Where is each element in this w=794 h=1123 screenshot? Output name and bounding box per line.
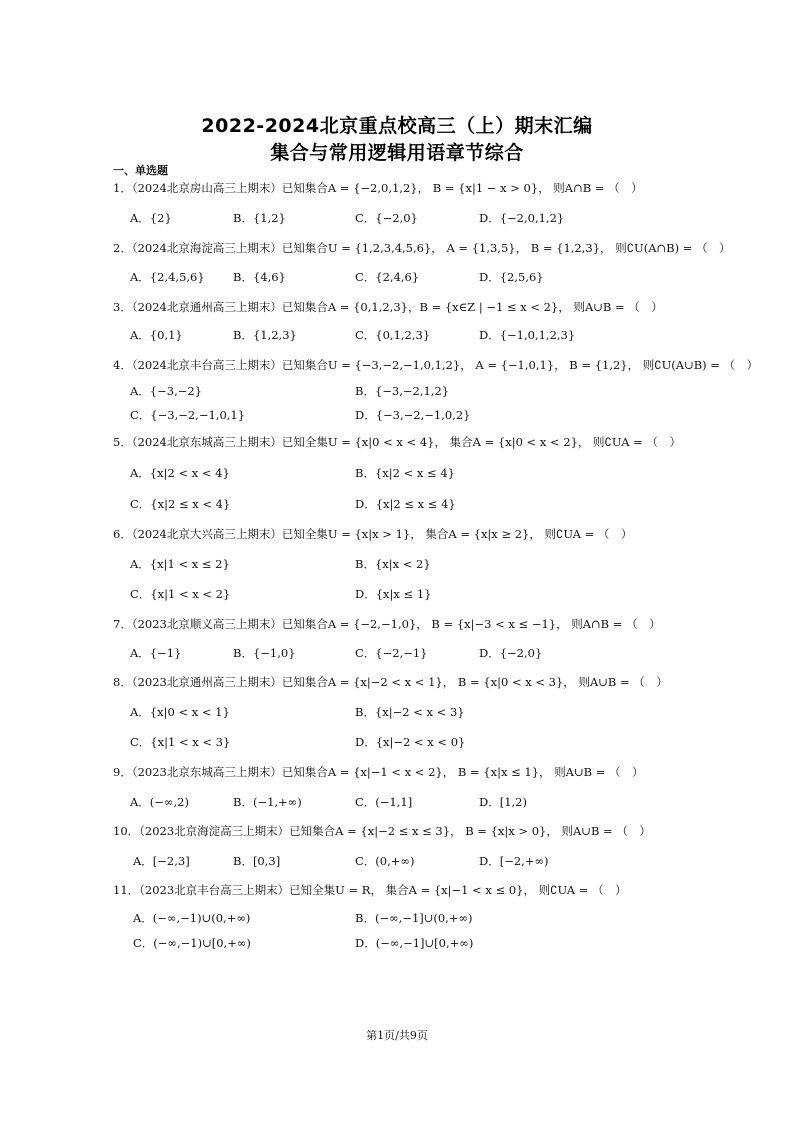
q2-option-c: C．{2,4,6} <box>355 270 420 284</box>
question-10: 10．（2023北京海淀高三上期末）已知集合A = {x|−2 ≤ x ≤ 3}， B = {x|x > 0}， 则A∪B = （ ） <box>113 824 651 838</box>
q8-option-c: C．{x|1 < x < 3} <box>130 735 231 749</box>
q6-option-d: D．{x|x ≤ 1} <box>355 587 432 601</box>
q3-option-d: D．{−1,0,1,2,3} <box>479 328 576 342</box>
q7-option-a: A．{−1} <box>130 646 182 660</box>
q11-option-d: D．(−∞,−1]∪[0,+∞) <box>355 936 474 950</box>
q10-option-c: C．(0,+∞) <box>355 854 415 868</box>
page-subtitle: 集合与常用逻辑用语章节综合 <box>270 142 524 164</box>
q4-option-c: C．{−3,−2,−1,0,1} <box>130 408 246 422</box>
section-heading: 一、单选题 <box>113 164 168 177</box>
question-4: 4．（2024北京丰台高三上期末）已知集合U = {−3,−2,−1,0,1,2}， A = {−1,0,1}， B = {1,2}， 则∁U(A∪B) = （ ） <box>113 358 759 372</box>
question-8: 8．（2023北京通州高三上期末）已知集合A = {x|−2 < x < 1}， B = {x|0 < x < 3}， 则A∪B = （ ） <box>113 675 668 689</box>
q1-option-a: A．{2} <box>130 211 172 225</box>
question-11: 11．（2023北京丰台高三上期末）已知全集U = R， 集合A = {x|−1 < x ≤ 0}， 则∁UA = （ ） <box>113 883 627 897</box>
question-2: 2．（2024北京海淀高三上期末）已知集合U = {1,2,3,4,5,6}， A = {1,3,5}， B = {1,2,3}， 则∁U(A∩B) = （ ） <box>113 241 731 255</box>
q8-option-d: D．{x|−2 < x < 0} <box>355 735 466 749</box>
q2-option-b: B．{4,6} <box>233 270 286 284</box>
question-5: 5．（2024北京东城高三上期末）已知全集U = {x|0 < x < 4}， 集合A = {x|0 < x < 2}， 则∁UA = （ ） <box>113 435 681 449</box>
q5-option-b: B．{x|2 < x ≤ 4} <box>355 466 455 480</box>
q7-option-b: B．{−1,0} <box>233 646 296 660</box>
page-title: 2022-2024北京重点校高三（上）期末汇编 <box>201 115 593 137</box>
q9-option-a: A．(−∞,2) <box>130 795 189 809</box>
q11-option-b: B．(−∞,−1]∪(0,+∞) <box>355 911 473 925</box>
q7-option-c: C．{−2,−1} <box>355 646 428 660</box>
question-3: 3．（2024北京通州高三上期末）已知集合A = {0,1,2,3}，B = {x∈Z | −1 ≤ x < 2}， 则A∪B = （ ） <box>113 300 663 314</box>
q9-option-d: D．[1,2) <box>479 795 527 809</box>
q9-option-b: B．(−1,+∞) <box>233 795 302 809</box>
question-9: 9．（2023北京东城高三上期末）已知集合A = {x|−1 < x < 2}， B = {x|x ≤ 1}， 则A∪B = （ ） <box>113 765 644 779</box>
question-6: 6．（2024北京大兴高三上期末）已知全集U = {x|x > 1}， 集合A = {x|x ≥ 2}， 则∁UA = （ ） <box>113 527 633 541</box>
q6-option-a: A．{x|1 < x ≤ 2} <box>130 557 230 571</box>
q3-option-a: A．{0,1} <box>130 328 183 342</box>
q5-option-d: D．{x|2 ≤ x ≤ 4} <box>355 497 456 511</box>
q1-option-d: D．{−2,0,1,2} <box>479 211 565 225</box>
q10-option-b: B．[0,3] <box>233 854 281 868</box>
q3-option-b: B．{1,2,3} <box>233 328 297 342</box>
q11-option-a: A．(−∞,−1)∪(0,+∞) <box>133 911 251 925</box>
q2-option-a: A．{2,4,5,6} <box>130 270 205 284</box>
q5-option-a: A．{x|2 < x < 4} <box>130 466 230 480</box>
q8-option-a: A．{x|0 < x < 1} <box>130 705 230 719</box>
q6-option-b: B．{x|x < 2} <box>355 557 431 571</box>
question-7: 7．（2023北京顺义高三上期末）已知集合A = {−2,−1,0}， B = {x|−3 < x ≤ −1}， 则A∩B = （ ） <box>113 617 661 631</box>
q10-option-d: D．[−2,+∞) <box>479 854 549 868</box>
q7-option-d: D．{−2,0} <box>479 646 543 660</box>
q1-option-c: C．{−2,0} <box>355 211 418 225</box>
q10-option-a: A．[−2,3] <box>133 854 190 868</box>
q11-option-c: C．(−∞,−1)∪[0,+∞) <box>133 936 251 950</box>
q5-option-c: C．{x|2 ≤ x < 4} <box>130 497 231 511</box>
q3-option-c: C．{0,1,2,3} <box>355 328 431 342</box>
q4-option-a: A．{−3,−2} <box>130 384 202 398</box>
q6-option-c: C．{x|1 < x < 2} <box>130 587 231 601</box>
page-footer: 第1页/共9页 <box>366 1029 428 1042</box>
question-1: 1．（2024北京房山高三上期末）已知集合A = {−2,0,1,2}， B = {x|1 − x > 0}， 则A∩B = （ ） <box>113 181 643 195</box>
q4-option-b: B．{−3,−2,1,2} <box>355 384 450 398</box>
q9-option-c: C．(−1,1] <box>355 795 413 809</box>
q2-option-d: D．{2,5,6} <box>479 270 544 284</box>
q4-option-d: D．{−3,−2,−1,0,2} <box>355 408 471 422</box>
q1-option-b: B．{1,2} <box>233 211 286 225</box>
q8-option-b: B．{x|−2 < x < 3} <box>355 705 465 719</box>
